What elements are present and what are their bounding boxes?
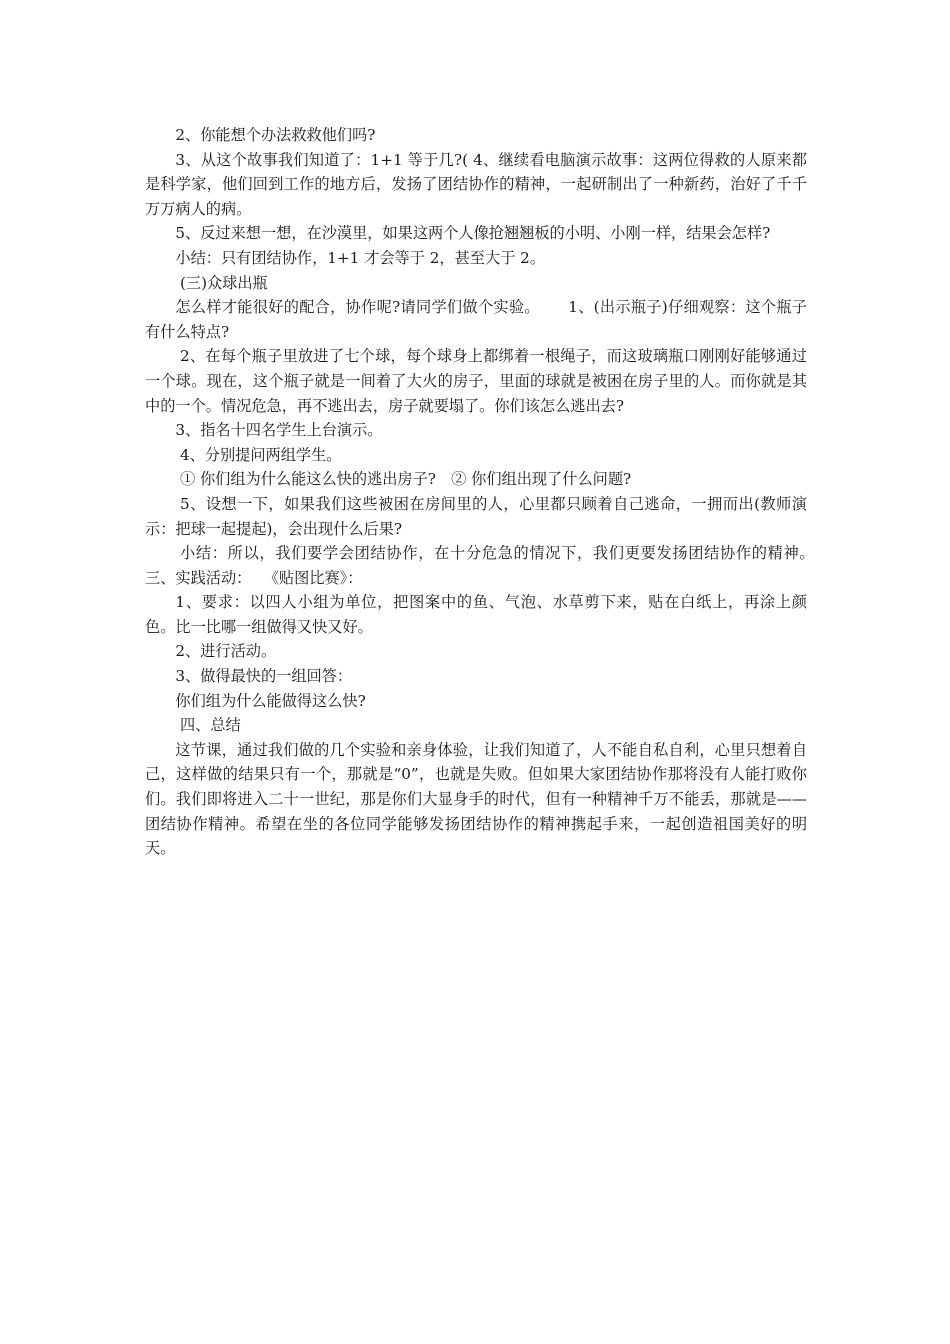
paragraph-summary-2: 小结：所以，我们要学会团结协作，在十分危急的情况下，我们更要发扬团结协作的精神。 三、实践活动： 《贴图比赛》：	[145, 544, 828, 587]
document-body	[145, 123, 828, 861]
paragraph-experiment-4: 4、分别提问两组学生。	[179, 445, 342, 464]
paragraph-activity-3: 3、做得最快的一组回答：	[175, 667, 353, 686]
paragraph-experiment-5: 5、设想一下，如果我们这些被困在房间里的人，心里都只顾着自己逃命，一拥而出(教师演示：把球一起提起)，会出现什么后果?	[145, 494, 807, 538]
paragraph-experiment-2: 2、在每个瓶子里放进了七个球，每个球身上都绑着一根绳子，而这玻璃瓶口刚刚好能够通过一个球。现在，这个瓶子就是一间着了大火的房子，里面的球就是被困在房子里的人。而你就是其中的一个。情况危急，再不逃出去，房子就要塌了。你们该怎么逃出去?	[145, 347, 807, 415]
paragraph-question-5: 5、反过来想一想，在沙漠里，如果这两个人像抢翘翘板的小明、小刚一样，结果会怎样?	[175, 224, 771, 243]
paragraph-experiment-3: 3、指名十四名学生上台演示。	[175, 421, 383, 440]
section-heading-4: 四、总结	[179, 716, 241, 735]
paragraph-experiment-questions: ① 你们组为什么能这么快的逃出房子? ② 你们组出现了什么问题?	[179, 470, 632, 489]
paragraph-conclusion: 这节课，通过我们做的几个实验和亲身体验，让我们知道了，人不能自私自利，心里只想着自己，这样做的结果只有一个，那就是“0”，也就是失败。但如果大家团结协作那将没有人能打败你们。我们即将进入二十一世纪，那是你们大显身手的时代，但有一种精神千万不能丢，那就是——团结协作精神。希望在坐的各位同学能够发扬团结协作的精神携起手来，一起创造祖国美好的明天。	[145, 740, 807, 858]
paragraph-question-3-4: 3、从这个故事我们知道了：1+1 等于几?( 4、继续看电脑演示故事：这两位得救的人原来都是科学家，他们回到工作的地方后，发扬了团结协作的精神，一起研制出了一种新药，治好了千千万万病人的病。	[145, 150, 807, 218]
section-heading-3: (三)众球出瓶	[179, 273, 268, 292]
paragraph-experiment-intro: 怎么样才能很好的配合，协作呢?请同学们做个实验。 1、(出示瓶子)仔细观察：这个瓶子有什么特点?	[145, 298, 807, 341]
paragraph-summary-1: 小结：只有团结协作，1+1 才会等于 2，甚至大于 2。	[175, 248, 546, 267]
paragraph-activity-question: 你们组为什么能做得这么快?	[175, 691, 366, 710]
paragraph-activity-1: 1、要求：以四人小组为单位，把图案中的鱼、气泡、水草剪下来，贴在白纸上，再涂上颜色。比一比哪一组做得又快又好。	[145, 593, 807, 636]
paragraph-question-2: 2、你能想个办法救救他们吗?	[175, 126, 376, 144]
paragraph-activity-2: 2、进行活动。	[175, 642, 277, 661]
